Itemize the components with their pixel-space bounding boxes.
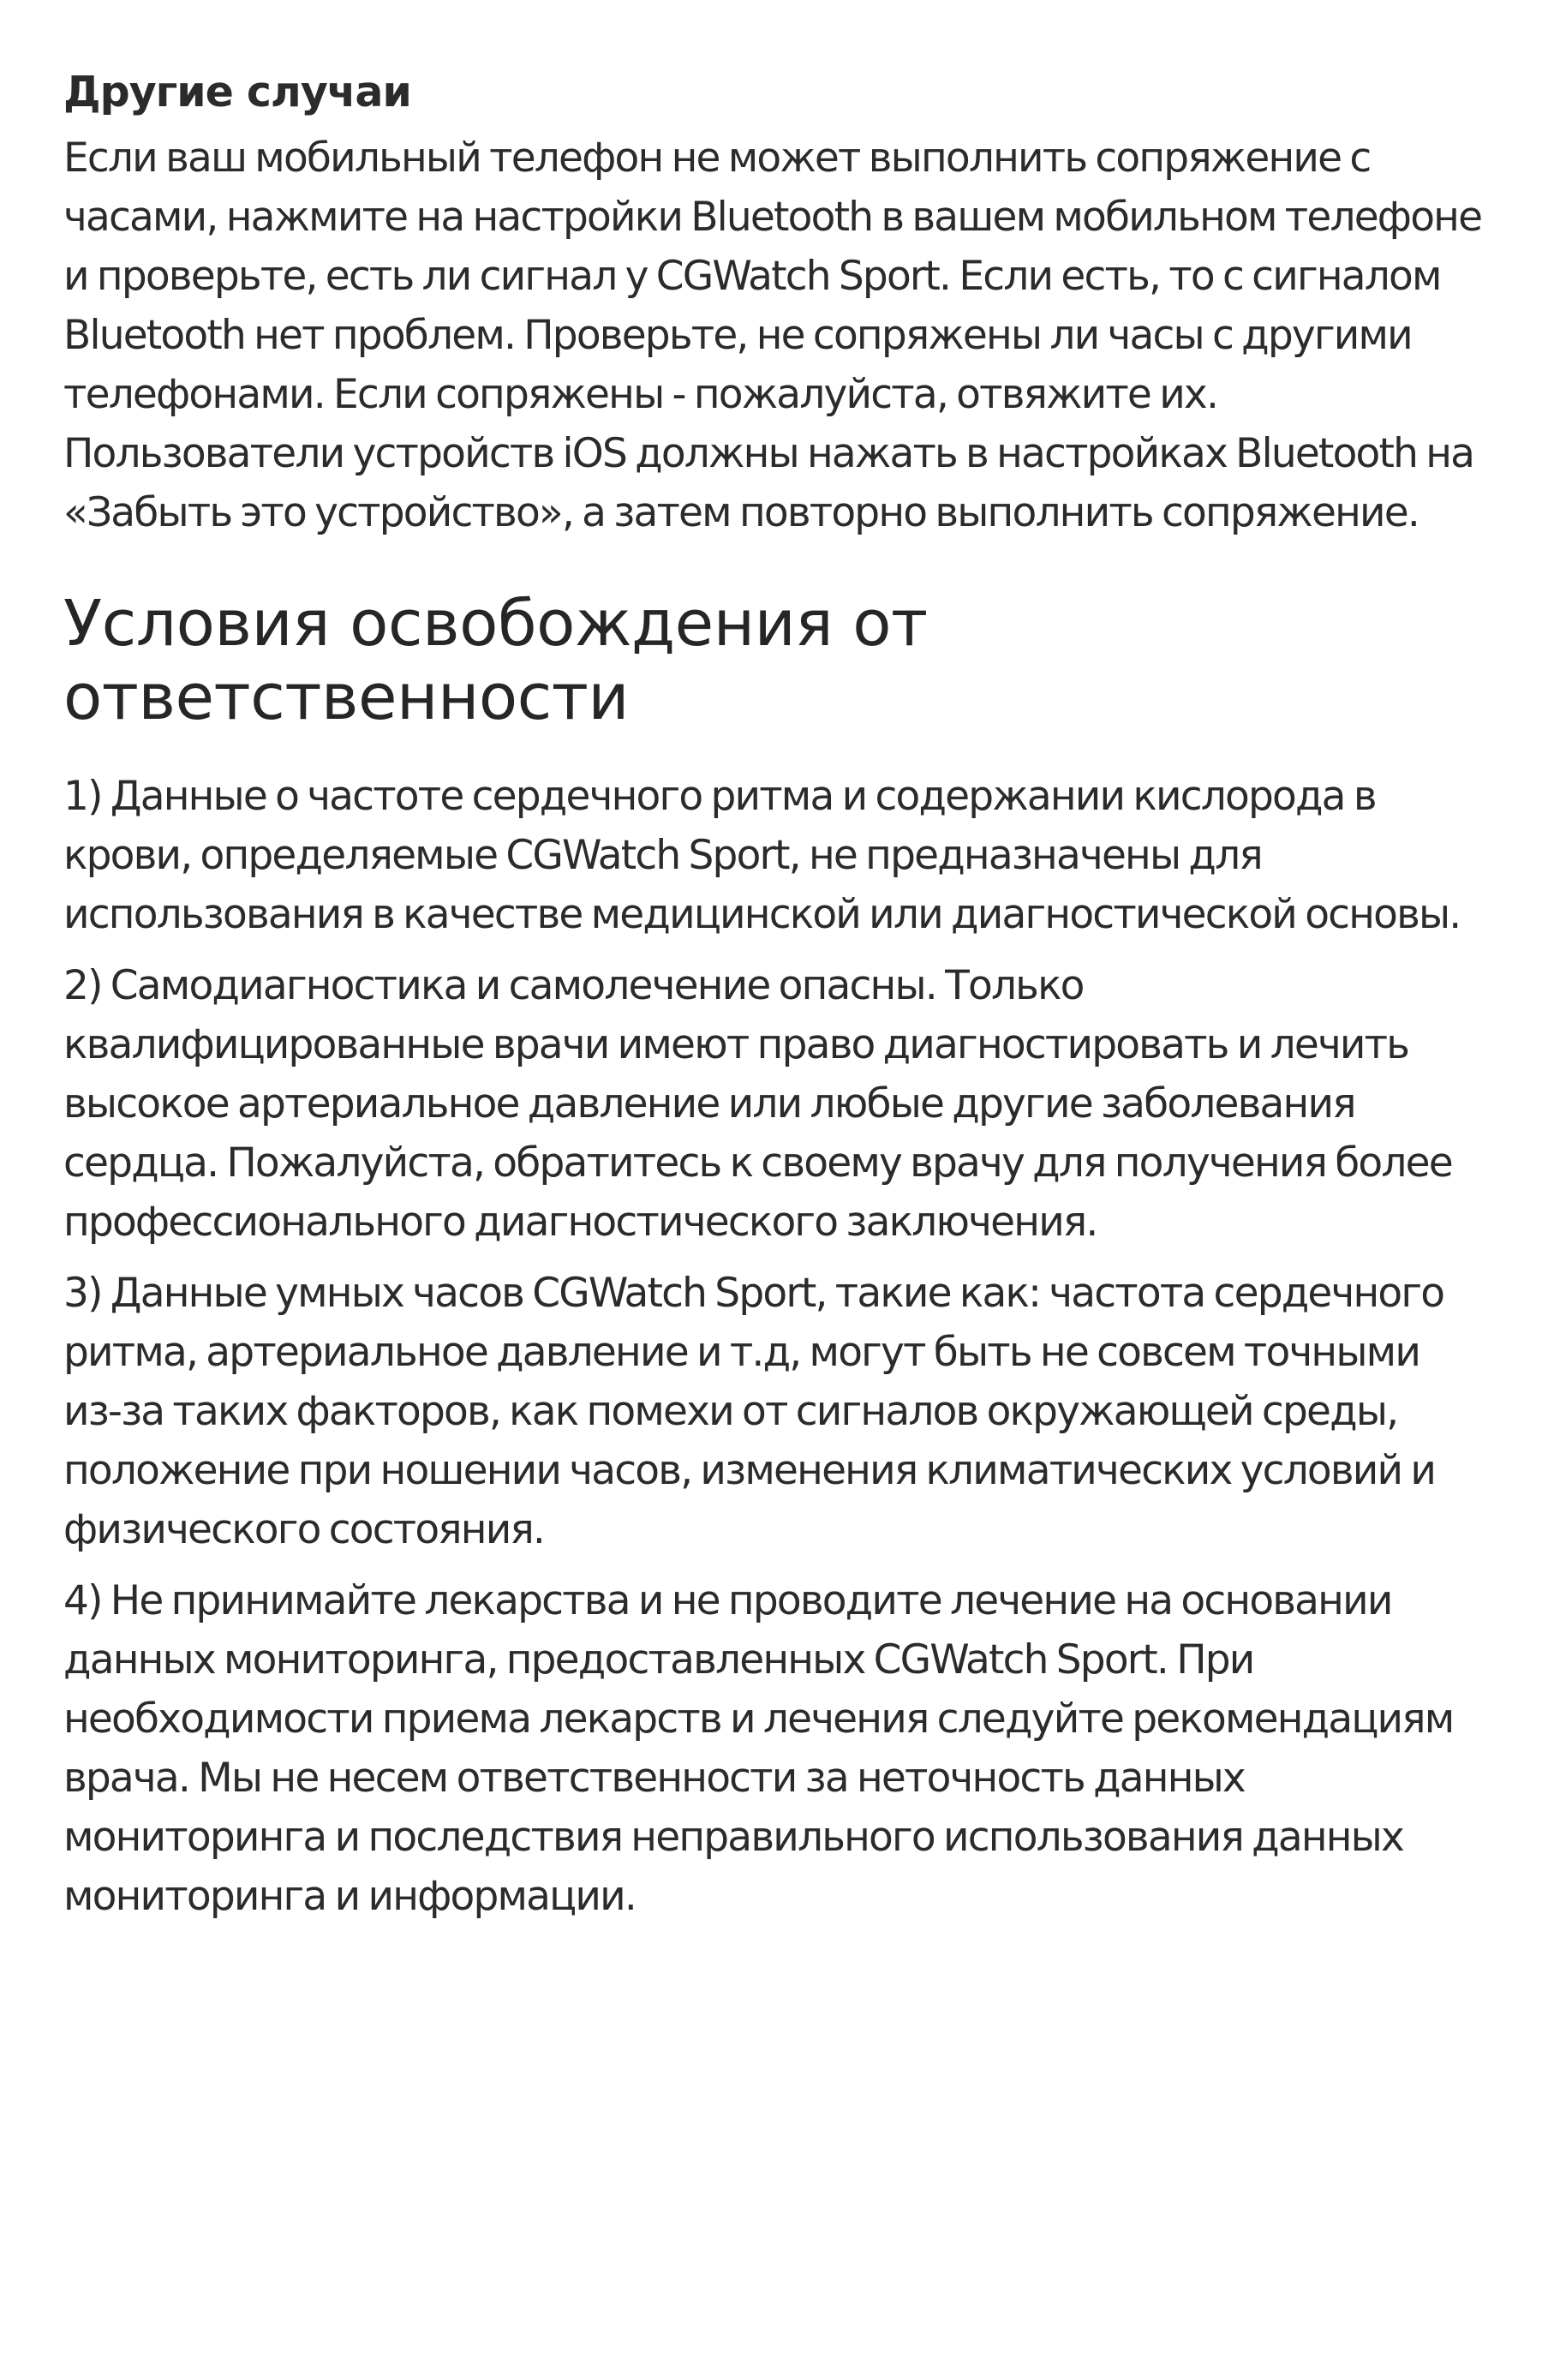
disclaimer-item-1: 1) Данные о частоте сердечного ритма и содержании кислорода в крови, определяемые CGWatch Sport, не предназначены для использования в качестве медицинской или диагностической основы. bbox=[63, 773, 1461, 938]
other-cases-paragraph: Если ваш мобильный телефон не может выполнить сопряжение с часами, нажмите на настройки Bluetooth в вашем мобильном телефоне и проверьте, есть ли сигнал у CGWatch Sport. Если есть, то с сигналом Bluetooth нет проблем. Проверьте, не сопряжены ли часы с другими телефонами. Если сопряжены - пожалуйста, отвяжите их. Пользователи устройств iOS должны нажать в настройках Bluetooth на «Забыть это устройство», а затем повторно выполнить сопряжение. bbox=[63, 135, 1482, 536]
disclaimer-item-2: 2) Самодиагностика и самолечение опасны. Только квалифицированные врачи имеют право диагностировать и лечить высокое артериальное давление или любые другие заболевания сердца. Пожалуйста, обратитесь к своему врачу для получения более профессионального диагностического заключения. bbox=[63, 962, 1452, 1246]
disclaimer-heading: Условия освобождения от ответственности bbox=[63, 587, 928, 734]
disclaimer-item-3: 3) Данные умных часов CGWatch Sport, такие как: частота сердечного ритма, артериальное давление и т.д, могут быть не совсем точными из-за таких факторов, как помехи от сигналов окружающей среды, положение при ношении часов, изменения климатических условий и физического состояния. bbox=[63, 1270, 1444, 1553]
document-page bbox=[63, 63, 1485, 1938]
disclaimer-item-4: 4) Не принимайте лекарства и не проводите лечение на основании данных мониторинга, предоставленных CGWatch Sport. При необходимости приема лекарств и лечения следуйте рекомендациям врача. Мы не несем ответственности за неточность данных мониторинга и последствия неправильного использования данных мониторинга и информации. bbox=[63, 1577, 1454, 1920]
other-cases-heading: Другие случаи bbox=[63, 68, 411, 117]
